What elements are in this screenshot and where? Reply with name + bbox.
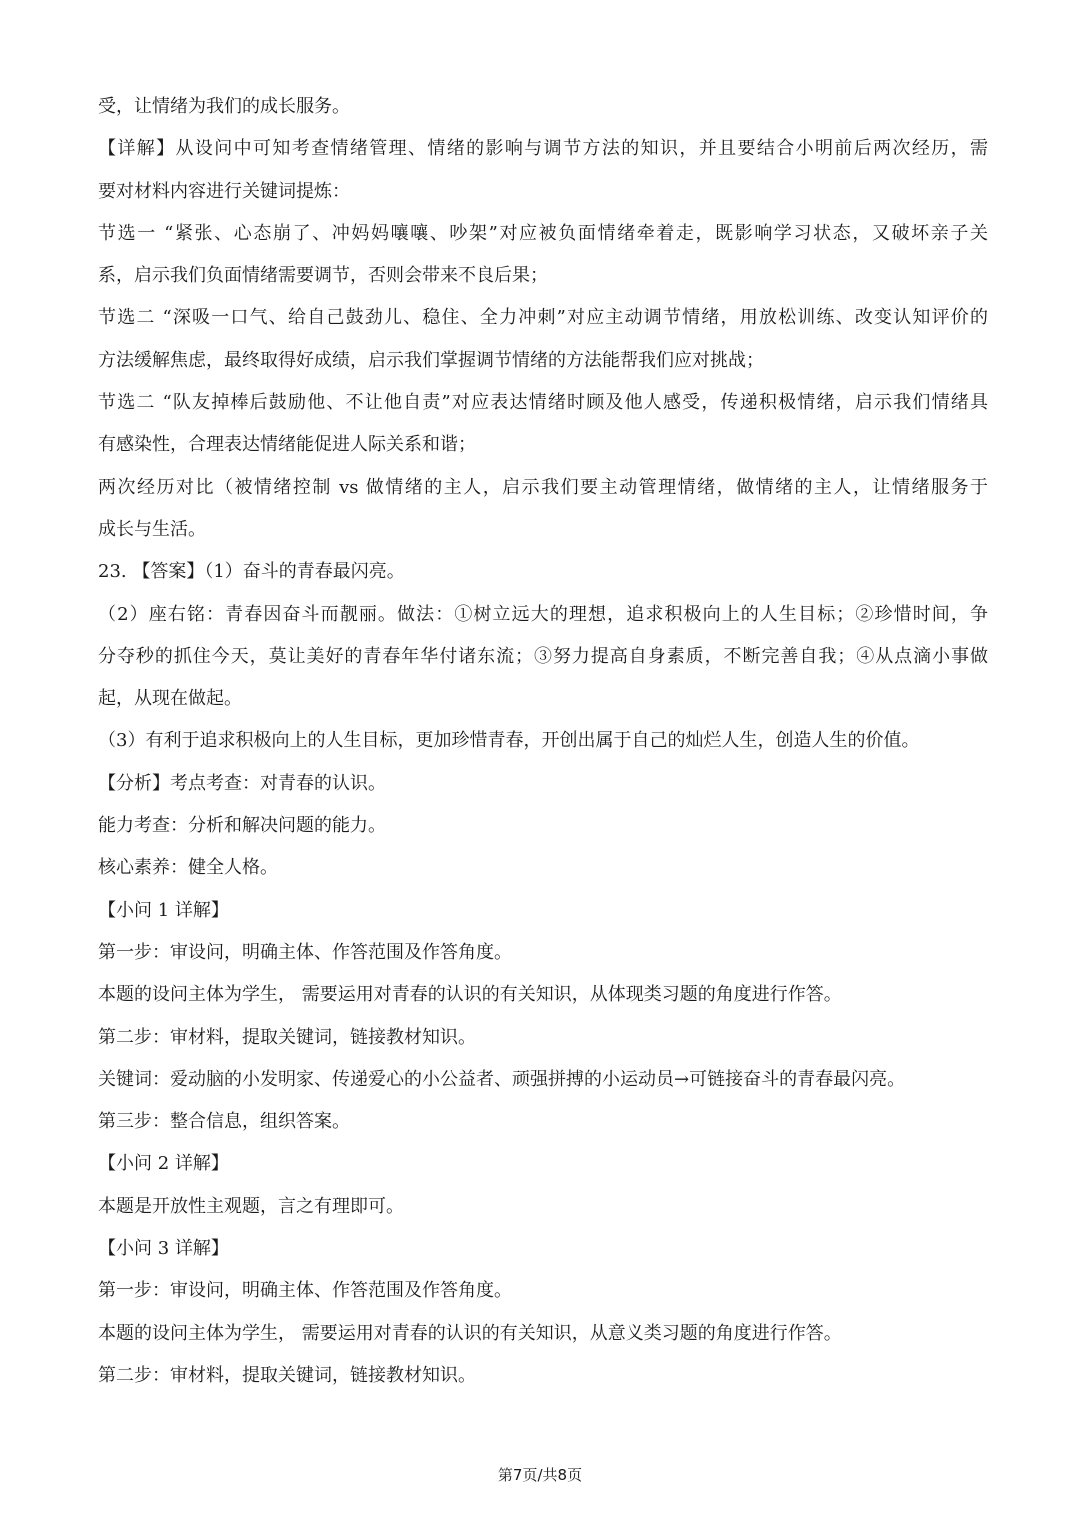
text-line: 第一步：审设问，明确主体、作答范围及作答角度。: [98, 941, 512, 963]
text-line: 本题的设问主体为学生， 需要运用对青春的认识的有关知识，从体现类习题的角度进行作答。: [98, 984, 842, 1006]
text-line: 起，从现在做起。: [98, 688, 242, 710]
text-line: 第二步：审材料，提取关键词，链接教材知识。: [98, 1026, 476, 1048]
text-line: 【详解】从设问中可知考查情绪管理、情绪的影响与调节方法的知识，并且要结合小明前后两次经历，需: [98, 138, 988, 160]
text-line: 本题是开放性主观题，言之有理即可。: [98, 1195, 404, 1217]
section-heading: 【小问 3 详解】: [98, 1238, 229, 1260]
text-line: 系，启示我们负面情绪需要调节，否则会带来不良后果；: [98, 265, 548, 287]
text-line: （3）有利于追求积极向上的人生目标，更加珍惜青春，开创出属于自己的灿烂人生，创造人生的价值。: [98, 730, 920, 752]
text-line: 两次经历对比（被情绪控制 vs 做情绪的主人，启示我们要主动管理情绪，做情绪的主人，让情绪服务于: [98, 476, 988, 498]
text-line: 节选二 “深吸一口气、给自己鼓劲儿、稳住、全力冲刺”对应主动调节情绪，用放松训练、改变认知评价的: [98, 307, 988, 329]
text-line: （2）座右铭：青春因奋斗而靓丽。做法：①树立远大的理想，追求积极向上的人生目标；②珍惜时间，争: [98, 603, 988, 625]
analysis-heading: 【分析】考点考查：对青春的认识。: [98, 772, 386, 794]
section-heading: 【小问 2 详解】: [98, 1153, 229, 1175]
text-line: 受，让情绪为我们的成长服务。: [98, 96, 350, 117]
document-body: [98, 86, 988, 1397]
text-line: 节选二 “队友掉棒后鼓励他、不让他自责”对应表达情绪时顾及他人感受，传递积极情绪，启示我们情绪具: [98, 392, 988, 414]
text-line: 第一步：审设问，明确主体、作答范围及作答角度。: [98, 1280, 512, 1302]
text-line: 成长与生活。: [98, 518, 206, 540]
text-line: 节选一 “紧张、心态崩了、冲妈妈嚷嚷、吵架”对应被负面情绪牵着走，既影响学习状态，又破坏亲子关: [98, 222, 988, 244]
text-line: 本题的设问主体为学生， 需要运用对青春的认识的有关知识，从意义类习题的角度进行作答。: [98, 1322, 842, 1344]
text-line: 方法缓解焦虑，最终取得好成绩，启示我们掌握调节情绪的方法能帮我们应对挑战；: [98, 349, 764, 371]
text-line: 有感染性，合理表达情绪能促进人际关系和谐；: [98, 434, 476, 456]
text-line: 要对材料内容进行关键词提炼：: [98, 180, 350, 202]
text-line: 第二步：审材料，提取关键词，链接教材知识。: [98, 1364, 476, 1386]
text-line: 能力考查：分析和解决问题的能力。: [98, 815, 386, 837]
text-line: 分夺秒的抓住今天，莫让美好的青春年华付诸东流；③努力提高自身素质，不断完善自我；④从点滴小事做: [98, 645, 988, 667]
answer-heading: 23. 【答案】（1）奋斗的青春最闪亮。: [98, 561, 405, 583]
text-line: 关键词：爱动脑的小发明家、传递爱心的小公益者、顽强拼搏的小运动员→可链接奋斗的青春最闪亮。: [98, 1068, 906, 1090]
page-number: 第7页/共8页: [497, 1466, 583, 1484]
text-line: 第三步：整合信息，组织答案。: [98, 1111, 350, 1133]
text-line: 核心素养：健全人格。: [98, 857, 278, 879]
section-heading: 【小问 1 详解】: [98, 899, 229, 921]
